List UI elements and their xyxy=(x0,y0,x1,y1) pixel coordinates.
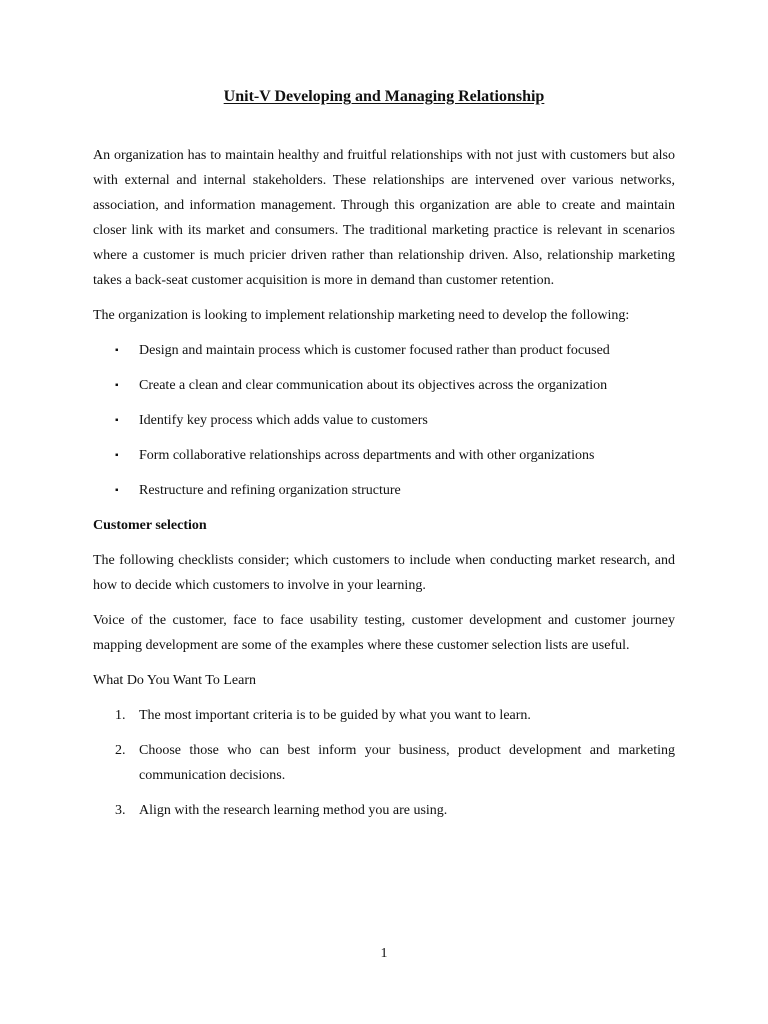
bullet-item xyxy=(93,373,675,398)
item-text: Align with the research learning method you are using. xyxy=(139,803,448,818)
section-heading: Customer selection xyxy=(93,518,207,533)
bullet-text: Design and maintain process which is customer focused rather than product focused xyxy=(139,343,610,358)
list-intro-paragraph: The organization is looking to implement relationship marketing need to develop the following: xyxy=(93,308,630,323)
item-number: 2. xyxy=(115,743,126,758)
square-bullet-icon: ▪ xyxy=(115,485,119,496)
item-text: Choose those who can best inform your business, product development and marketing communication decisions. xyxy=(139,743,675,783)
bullet-text: Restructure and refining organization structure xyxy=(139,483,401,498)
numbered-item xyxy=(93,738,675,788)
bullet-item xyxy=(93,338,675,363)
document-body xyxy=(93,143,675,833)
numbered-list xyxy=(93,703,675,823)
bullet-text: Identify key process which adds value to customers xyxy=(139,413,428,428)
numbered-item xyxy=(93,703,675,728)
page-number: 1 xyxy=(380,946,388,961)
square-bullet-icon: ▪ xyxy=(115,450,119,461)
section-paragraph-1: The following checklists consider; which customers to include when conducting market research, and how to decide which customers to involve in your learning. xyxy=(93,553,675,593)
bullet-text: Create a clean and clear communication about its objectives across the organization xyxy=(139,378,608,393)
subheading: What Do You Want To Learn xyxy=(93,673,257,688)
item-text: The most important criteria is to be guided by what you want to learn. xyxy=(139,708,531,723)
section-paragraph-2: Voice of the customer, face to face usability testing, customer development and customer journey mapping development are some of the examples where these customer selection lists are useful. xyxy=(93,613,675,653)
square-bullet-icon: ▪ xyxy=(115,380,119,391)
item-number: 3. xyxy=(115,803,126,818)
item-number: 1. xyxy=(115,708,126,723)
numbered-item xyxy=(93,798,675,823)
bullet-list xyxy=(93,338,675,503)
square-bullet-icon: ▪ xyxy=(115,415,119,426)
bullet-item xyxy=(93,408,675,433)
page-title: Unit-V Developing and Managing Relationship xyxy=(223,88,545,105)
bullet-text: Form collaborative relationships across departments and with other organizations xyxy=(139,448,595,463)
bullet-item xyxy=(93,443,675,468)
bullet-item xyxy=(93,478,675,503)
intro-paragraph: An organization has to maintain healthy and fruitful relationships with not just with customers but also with external and internal stakeholders. These relationships are intervened over various networks, association, and information management. Through this organization are able to create and maintain closer link with its market and consumers. The traditional marketing practice is relevant in scenarios where a customer is much pricier driven rather than relationship driven. Also, relationship marketing takes a back-seat customer acquisition is more in demand than customer retention. xyxy=(93,148,675,288)
square-bullet-icon: ▪ xyxy=(115,345,119,356)
